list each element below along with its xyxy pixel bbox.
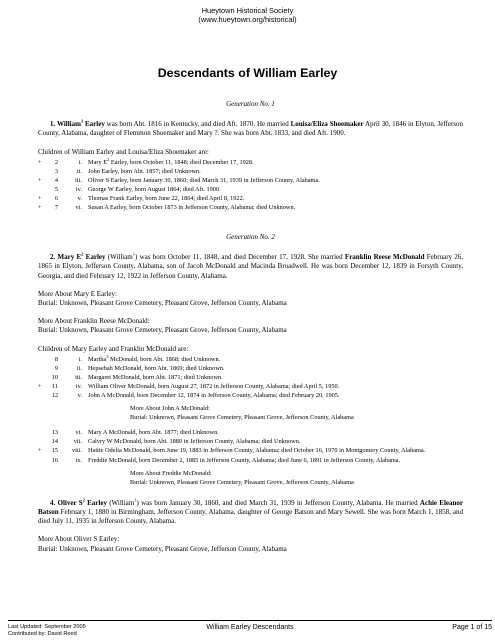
child-roman: i. bbox=[78, 158, 82, 166]
spouse-name: Louisa/Eliza Shoemaker bbox=[290, 120, 364, 129]
generation-sup: 2 bbox=[107, 156, 110, 162]
parent-ref: ) bbox=[135, 253, 138, 262]
descendant-marker: + bbox=[38, 195, 42, 203]
person-name: William bbox=[56, 120, 81, 129]
child-entry bbox=[38, 391, 463, 400]
more-about-title: More About Freddie McDonald: bbox=[130, 469, 212, 477]
child-text: Hepsebah McDonald, born Abt. 1869; died Unknown. bbox=[88, 364, 225, 372]
parent-ref: (William bbox=[107, 253, 133, 262]
child-text: Calvry W McDonald, born Abt. 1880 in Jefferson County, Alabama; died Unknown. bbox=[88, 438, 301, 446]
child-entry bbox=[38, 176, 463, 185]
footer-page-number: Page 1 of 15 bbox=[452, 624, 492, 631]
child-text: William Oliver McDonald, born August 27, 1872 in Jefferson County, Alabama; died April 5, 1950. bbox=[88, 383, 340, 391]
person-number: 2. bbox=[50, 253, 56, 262]
person-text: was born Abt. 1816 in Kentucky, and died Aft. 1870. He married bbox=[106, 120, 289, 129]
child-roman: v. bbox=[77, 392, 82, 400]
document-title: Descendants of William Earley bbox=[157, 66, 338, 80]
footer-contributor: Contributed by: David Reed bbox=[8, 631, 77, 637]
child-text: Mary A McDonald, born Abt. 1877; died Unknown. bbox=[88, 429, 219, 437]
more-about-title: More About Franklin Reese McDonald: bbox=[38, 317, 150, 326]
child-entry bbox=[38, 185, 463, 194]
child-number: 10 bbox=[51, 374, 58, 382]
child-roman: viii. bbox=[72, 447, 82, 455]
child-number: 8 bbox=[54, 355, 58, 363]
more-about-title: More About Oliver S Earley: bbox=[38, 535, 120, 544]
more-about-text: Burial: Unknown, Pleasant Grove Cemetery, Pleasant Grove, Jefferson County, Alabama bbox=[130, 478, 354, 486]
child-number: 14 bbox=[51, 438, 58, 446]
spouse-name: Franklin Reese McDonald bbox=[344, 253, 425, 262]
children-list bbox=[38, 355, 463, 400]
person-text: February 1, 1880 in Birmingham, Jefferson County, Alabama, daughter of George Batson and Mary Sewell. She was born March 1, 1858, and died July 11, 1935 in Jefferson County, Alabama. bbox=[38, 507, 463, 526]
child-number: 9 bbox=[54, 364, 58, 372]
child-number: 3 bbox=[54, 167, 58, 175]
person-paragraph bbox=[38, 253, 463, 281]
children-list bbox=[38, 428, 463, 464]
child-text: Oliver S Earley, born January 30, 1860; died March 31, 1939 in Jefferson County, Alabama. bbox=[88, 177, 320, 184]
page-footer bbox=[8, 620, 492, 637]
generation-sup: 2 bbox=[81, 251, 84, 257]
child-number: 16 bbox=[51, 456, 58, 464]
child-roman: iv. bbox=[75, 383, 82, 391]
child-entry bbox=[38, 158, 463, 167]
child-roman: ii. bbox=[76, 167, 82, 175]
descendant-marker: + bbox=[38, 383, 42, 391]
person-surname: Earley bbox=[87, 498, 107, 507]
child-number: 11 bbox=[51, 383, 58, 391]
descendant-marker: + bbox=[38, 447, 42, 455]
page-header bbox=[0, 6, 495, 24]
descendant-marker: + bbox=[38, 177, 42, 184]
child-text: Hattie Odelia McDonald, born June 19, 1883 in Jefferson County, Alabama; died October 16, 1970 in Montgomery County, Alabama. bbox=[88, 447, 426, 455]
child-text: John Earley, born Abt. 1857; died Unknown. bbox=[88, 167, 201, 175]
child-number: 5 bbox=[54, 186, 58, 194]
person-paragraph bbox=[38, 499, 463, 527]
child-text: Freddie McDonald, born December 2, 1885 in Jefferson County, Alabama; died June 6, 1891 in Jefferson County, Alabama. bbox=[88, 456, 401, 464]
person-surname: Earley bbox=[85, 120, 105, 129]
generation-2-section bbox=[38, 233, 463, 554]
child-roman: i. bbox=[78, 355, 82, 363]
generation-heading: Generation No. 1 bbox=[226, 100, 275, 108]
child-roman: iv. bbox=[75, 186, 82, 194]
more-about-text: Burial: Unknown, Pleasant Grove Cemetery, Pleasant Grove, Jefferson County, Alabama bbox=[38, 326, 287, 335]
child-roman: iii. bbox=[75, 177, 82, 184]
child-roman: iii. bbox=[75, 374, 82, 382]
child-number: 4 bbox=[54, 177, 58, 184]
child-text: George W Earley, born August 1864; died Aft. 1900. bbox=[88, 186, 221, 194]
more-about-text: Burial: Unknown, Pleasant Grove Cemetery, Pleasant Grove, Jefferson County, Alabama bbox=[130, 414, 354, 422]
child-roman: ii. bbox=[76, 364, 82, 372]
child-number: 2 bbox=[54, 158, 58, 166]
child-roman: vii. bbox=[73, 438, 82, 446]
child-entry bbox=[38, 373, 463, 382]
child-text: Margaret McDonald, born Abt. 1871; died Unknown. bbox=[88, 374, 223, 382]
person-text: was born January 30, 1860, and died March 31, 1939 in Jefferson County, Alabama. He married bbox=[141, 498, 418, 507]
child-entry bbox=[38, 194, 463, 203]
child-entry bbox=[38, 446, 463, 455]
generation-heading: Generation No. 2 bbox=[226, 233, 275, 241]
more-about-block bbox=[130, 469, 463, 487]
child-text: Susan A Earley, born October 1873 in Jefferson County, Alabama; died Unknown. bbox=[88, 204, 296, 212]
generation-sup: 1 bbox=[134, 497, 137, 503]
children-list bbox=[38, 158, 463, 213]
child-entry bbox=[38, 428, 463, 437]
child-number: 15 bbox=[51, 447, 58, 455]
person-number: 4. bbox=[50, 498, 56, 507]
child-text: Martha$^3$ McDonald, born Abt. 1868; died Unknown. bbox=[88, 353, 221, 363]
descendant-marker: + bbox=[38, 158, 42, 166]
children-intro: Children of William Earley and Louisa/Eliza Shoemaker are: bbox=[38, 147, 209, 156]
parent-ref: (William bbox=[109, 498, 135, 507]
person-text: was born October 11, 1848, and died December 17, 1928. She married bbox=[139, 253, 343, 262]
child-text: Mary $E^2$ Earley, born October 11, 1848; died December 17, 1928. bbox=[88, 156, 254, 166]
child-entry bbox=[38, 456, 463, 465]
header-url[interactable]: (www.hueytown.org/historical) bbox=[198, 15, 297, 24]
person-surname: Earley bbox=[85, 253, 106, 262]
child-roman: ix. bbox=[75, 456, 82, 464]
child-entry bbox=[38, 382, 463, 391]
more-about-block bbox=[38, 535, 463, 553]
descendant-marker: + bbox=[38, 204, 42, 212]
more-about-block bbox=[38, 317, 463, 335]
parent-ref: ) bbox=[136, 498, 139, 507]
child-entry bbox=[38, 203, 463, 212]
generation-sup: 1 bbox=[132, 251, 136, 257]
spouse-name: Achie Eleanor Batson bbox=[38, 498, 464, 516]
footer-updated: Last Updated: September 2005 bbox=[8, 624, 86, 630]
more-about-block bbox=[38, 290, 463, 308]
more-about-block bbox=[130, 404, 463, 422]
child-text: John A McDonald, born December 12, 1874 in Jefferson County, Alabama; died February 20, 1905. bbox=[88, 392, 340, 400]
person-number: 1. bbox=[50, 120, 56, 129]
child-roman: v. bbox=[77, 195, 82, 203]
more-about-title: More About John A McDonald: bbox=[130, 405, 210, 413]
person-name: Oliver S bbox=[57, 498, 83, 507]
child-number: 12 bbox=[51, 392, 58, 400]
generation-sup: 3 bbox=[106, 353, 109, 359]
footer-title: William Earley Descendants bbox=[206, 624, 294, 631]
person-name: Mary E bbox=[57, 253, 82, 262]
header-org: Hueytown Historical Society bbox=[201, 6, 294, 15]
child-roman: vi. bbox=[75, 204, 82, 212]
person-text: February 26, 1865 in Elyton, Jefferson County, Alabama, son of Jacob McDonald and Macinda Broadwell. He was born December 12, 1839 in Forsyth County, Georgia, and died February 12, 1922 in Jefferson County, Alabama. bbox=[38, 253, 464, 280]
child-entry bbox=[38, 167, 463, 176]
child-text: Thomas Frank Earley, born June 22, 1864; died April 8, 1922. bbox=[88, 195, 245, 203]
children-intro: Children of Mary Earley and Franklin McDonald are: bbox=[38, 344, 189, 353]
more-about-title: More About Mary E Earley: bbox=[38, 289, 117, 298]
child-roman: vi. bbox=[75, 429, 82, 437]
generation-sup: 2 bbox=[82, 497, 85, 503]
generation-sup: 1 bbox=[80, 118, 84, 124]
child-entry bbox=[38, 364, 463, 373]
child-entry bbox=[38, 437, 463, 446]
generation-1-section bbox=[38, 100, 463, 212]
person-text: April 30, 1846 in Elyton, Jefferson County, Alabama, daughter of Flemmon Shoemaker and Mary ?. She was born Abt. 1833, and died Aft. 1900. bbox=[38, 120, 464, 138]
more-about-text: Burial: Unknown, Pleasant Grove Cemetery, Pleasant Grove, Jefferson County, Alabama bbox=[38, 299, 287, 308]
child-entry bbox=[38, 355, 463, 364]
child-number: 6 bbox=[54, 195, 58, 203]
more-about-text: Burial: Unknown, Pleasant Grove Cemetery, Pleasant Grove, Jefferson County, Alabama bbox=[38, 544, 287, 553]
child-number: 7 bbox=[54, 204, 58, 212]
person-paragraph bbox=[38, 120, 463, 138]
child-number: 13 bbox=[51, 429, 58, 437]
